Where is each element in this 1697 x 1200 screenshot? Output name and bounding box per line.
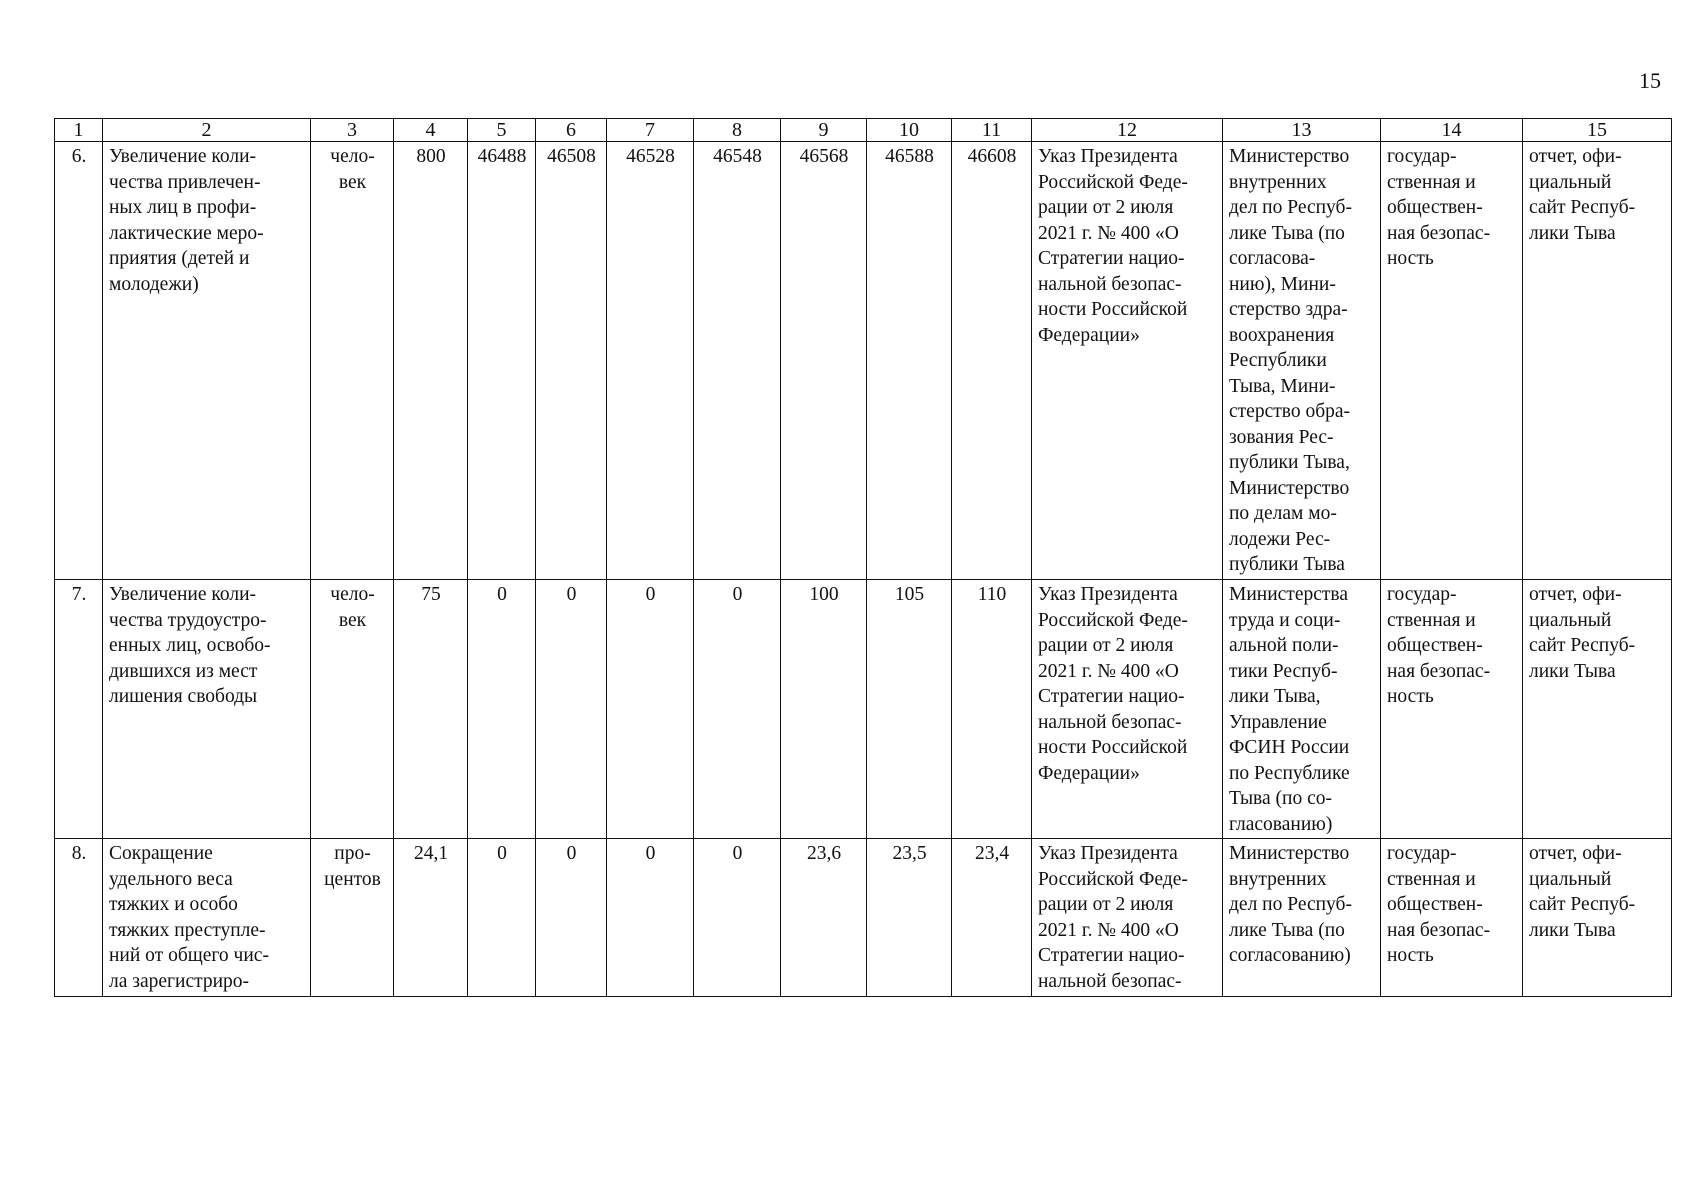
value-col-7: 0 [607,580,694,839]
page-number: 15 [1639,68,1661,93]
column-header: 7 [607,119,694,142]
area-cell: государ- ственная и обществен- ная безопас- ность [1381,580,1523,839]
value-col-5: 0 [468,580,536,839]
value-col-7: 46528 [607,142,694,580]
indicators-table [54,118,1672,997]
column-header: 11 [952,119,1032,142]
basis-document: Указ Президента Российской Феде- рации от 2 июля 2021 г. № 400 «О Стратегии нацио- нальной безопас- ности Российской Федерации» [1032,580,1223,839]
basis-document: Указ Президента Российской Феде- рации от 2 июля 2021 г. № 400 «О Стратегии нацио- нальной безопас- [1032,839,1223,997]
indicator-name: Сокращение удельного веса тяжких и особо тяжких преступле- ний от общего чис- ла зарегистриро- [103,839,311,997]
source-cell: отчет, офи- циальный сайт Респуб- лики Тыва [1523,839,1672,997]
value-col-11: 110 [952,580,1032,839]
unit-cell: чело- век [311,142,394,580]
column-header: 12 [1032,119,1223,142]
value-col-10: 46588 [867,142,952,580]
column-header: 15 [1523,119,1672,142]
basis-document: Указ Президента Российской Феде- рации от 2 июля 2021 г. № 400 «О Стратегии нацио- нальной безопас- ности Российской Федерации» [1032,142,1223,580]
value-col-5: 0 [468,839,536,997]
area-cell: государ- ственная и обществен- ная безопас- ность [1381,839,1523,997]
value-col-6: 46508 [536,142,607,580]
source-cell: отчет, офи- циальный сайт Респуб- лики Тыва [1523,580,1672,839]
unit-cell: про- центов [311,839,394,997]
value-col-9: 23,6 [781,839,867,997]
column-header: 14 [1381,119,1523,142]
value-col-6: 0 [536,839,607,997]
source-cell: отчет, офи- циальный сайт Респуб- лики Тыва [1523,142,1672,580]
unit-cell: чело- век [311,580,394,839]
indicator-name: Увеличение коли- чества привлечен- ных лиц в профи- лактические меро- приятия (детей и молодежи) [103,142,311,580]
indicator-name: Увеличение коли- чества трудоустро- енных лиц, освобо- дившихся из мест лишения свободы [103,580,311,839]
value-col-8: 0 [694,580,781,839]
column-header: 8 [694,119,781,142]
responsible-bodies: Министерство внутренних дел по Респуб- лике Тыва (по согласова- нию), Мини- стерство здра- воохранения Республики Тыва, Мини- стерство обра- зования Рес- публики Тыва, Министерство по делам мо- лодежи Рес- публики Тыва [1223,142,1381,580]
value-col-9: 46568 [781,142,867,580]
row-number: 6. [55,142,103,580]
value-col-8: 46548 [694,142,781,580]
column-header: 13 [1223,119,1381,142]
responsible-bodies: Министерство внутренних дел по Респуб- лике Тыва (по согласованию) [1223,839,1381,997]
responsible-bodies: Министерства труда и соци- альной поли- тики Респуб- лики Тыва, Управление ФСИН России по Республике Тыва (по со- гласованию) [1223,580,1381,839]
value-col-11: 23,4 [952,839,1032,997]
table-row [55,142,1672,580]
value-col-10: 105 [867,580,952,839]
column-header: 6 [536,119,607,142]
value-col-6: 0 [536,580,607,839]
value-col-11: 46608 [952,142,1032,580]
value-col-4: 800 [394,142,468,580]
value-col-7: 0 [607,839,694,997]
column-header: 3 [311,119,394,142]
column-header: 9 [781,119,867,142]
table-row [55,580,1672,839]
value-col-4: 75 [394,580,468,839]
table-row [55,839,1672,997]
value-col-8: 0 [694,839,781,997]
value-col-5: 46488 [468,142,536,580]
column-header: 2 [103,119,311,142]
column-header: 1 [55,119,103,142]
area-cell: государ- ственная и обществен- ная безопас- ность [1381,142,1523,580]
column-header: 10 [867,119,952,142]
column-header: 5 [468,119,536,142]
column-number-row [55,119,1672,142]
value-col-9: 100 [781,580,867,839]
row-number: 7. [55,580,103,839]
row-number: 8. [55,839,103,997]
column-header: 4 [394,119,468,142]
value-col-10: 23,5 [867,839,952,997]
value-col-4: 24,1 [394,839,468,997]
